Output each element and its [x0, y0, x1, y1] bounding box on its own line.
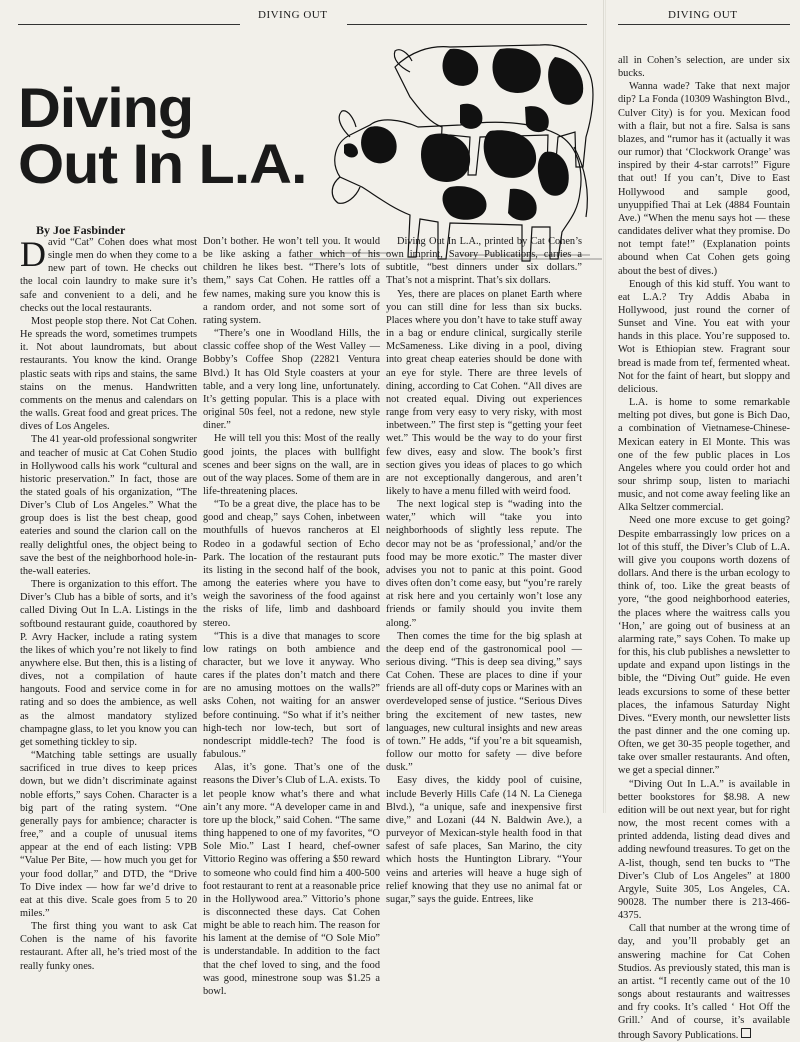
paragraph: L.A. is home to some remarkable melting pot dives, but gone is Bich Dao, a combination of Vietnamese-Chinese-Mexican eatery in El Monte. This was one of the few public places in Los Angeles where you could order hot and sour shrimp soup, listen to mariachi music, and not come away feeling like an Alka Seltzer commercial.: [618, 397, 790, 514]
paragraph: Most people stop there. Not Cat Cohen. He spreads the word, sometimes trumpets it. Not about laundromats, but about restaurants. You know the kind. Orange plastic seats with rips and stains, the same stains on the menus. Handwritten comments on the menus and calendars on the walls. Great food and great prices. The dives of Los Angeles.: [20, 315, 197, 433]
right-running-head: DIVING OUT: [668, 9, 738, 21]
paragraph: Then comes the time for the big splash at the deep end of the gastronomical pool — serious diving. “This is deep sea diving,” says Cat Cohen. These are places to dine if your friends are all off-duty cops or Marines with an overdeveloped sense of justice. “Serious Dives bring the excitement of new tastes, new languages, new cultural insights and new areas of town.” He adds, “if you’re a bit squeamish, follow our motto for safety — dive before dusk.”: [386, 630, 582, 774]
drop-cap: D: [20, 234, 46, 274]
left-running-head: DIVING OUT: [258, 9, 328, 21]
paragraph: Call that number at the wrong time of day, and you’ll probably get an answering machine for Cat Cohen Studios. As previously stated, this man is an artist. “I recently came out of the 10 songs about restaurants and waitresses and fry cooks. It’s called ‘ Hot Off the Grill.’ And of course, it’s available through Savory Publications.: [618, 923, 790, 1041]
paragraph: The next logical step is “wading into the water,” which will “take you into neighborhoods of slightly less repute. The decor may not be as ‘professional,’ and/or the food may be more exotic.” The master diver advises you not to panic at this point. Good dives often don’t come easy, but “you’re rarely at risk here and you certainly won’t lose any friends or family should you invite them along.”: [386, 499, 582, 629]
header-rule-left: [18, 24, 240, 25]
paragraph: “To be a great dive, the place has to be good and cheap,” says Cohen, inbetween mouthfulls of huevos rancheros at El Rodeo in a godawful section of Echo Park. The location of the restaurant puts its listing in the second half of the book, among the eateries where you have to weigh the savoriness of the food against the risks of life, limb and dashboard stereo.: [203, 499, 380, 629]
page-fold: [603, 0, 606, 813]
paragraph: all in Cohen’s selection, are under six bucks.: [618, 55, 790, 80]
header-rule-right: [618, 24, 790, 25]
article-column-1: [20, 236, 197, 973]
header-rule-mid: [347, 24, 587, 25]
article-title: [18, 76, 325, 195]
paragraph: Don’t bother. He won’t tell you. It would be like asking a father which of his children he likes best. “There’s lots of them,” says Cat Cohen. He rattles off a few names, making sure you know this is a random order, and not some sort of rating system.: [203, 236, 380, 326]
paragraph: “There’s one in Woodland Hills, the classic coffee shop of the West Valley — Bobby’s Coffee Shop (22821 Ventura Blvd.) It has Old Style coasters at your table, and a very long line, unfortunately. It’s getting popular. This is a place with original 50s feel, not a redone, new style diner.”: [203, 328, 380, 432]
paragraph: David “Cat” Cohen does what most single men do when they come to a new part of town. He checks out the local coin laundry to make sure it’s safe and convenient to a deli, and he checks out the local restaurants.: [20, 234, 197, 314]
paragraph: Wanna wade? Take that next major dip? La Fonda (10309 Washington Blvd., Culver City) is for you. Mexican food with a flair, but not a fire. Salsa is sans blazes, and “rumor has it (actually it was our rumor) that ‘Clockwork Orange’ was inspired by their 4-star carrots!” Figure that out! If you can’t, Dive to East Hollywood and sample good, unyuppified Thai at Lek (4884 Fountain Ave.) “When the menu says hot — these candidates deliver what they promise. Do not tempt fate!” (Explanation points abound when Cat Cohen gets going about the best of dives.): [618, 81, 790, 277]
paragraph: Easy dives, the kiddy pool of cuisine, include Beverly Hills Cafe (14 N. La Cienega Blvd.), “a unique, safe and inexpensive first dive,” and Lozani (44 N. Baldwin Ave.), a purveyor of Mexican-style health food in that safest of safe places, San Marino, the city which hosts the Huntington Library. “Your veins and arteries will heave a huge sigh of relief knowing that they use no animal fat or sugar,” says the guide. Entrees, like: [386, 775, 582, 905]
paragraph: “Diving Out In L.A.” is available in better bookstores for $8.98. A new edition will be out next year, but for right now, the most recent comes with a printed addenda, listing dead dives and adding newfound treasures. To get on the A-list, though, send ten bucks to “The Diver’s Club of Los Angeles” at 1800 Argyle, Suite 305, Los Angeles, CA. 90028. The number there is 213-466-4375.: [618, 778, 790, 922]
title-line-1: Diving: [18, 76, 194, 139]
paragraph: Diving Out In L.A., printed by Cat Cohen’s own imprint, Savory Publications, carries a subtitle, “best dinners under six dollars.” That’s not a misprint. That’s six dollars.: [386, 236, 582, 287]
cow-illustration: [300, 27, 602, 263]
paragraph: There is organization to this effort. The Diver’s Club has a bible of sorts, and it’s called Diving Out In L.A. Listings in the softbound restaurant guide, coauthored by P. Avry Hacker, include a rating system the likes of which you’re not likely to find anywhere else. But then, this is a listing of dives, not a compilation of haute hangouts. Food and service come in for rating and so does the ambience, as well as the almost mandatory stylized champagne glass, to let you know you can get something tickley to sip.: [20, 579, 197, 748]
paragraph: “Matching table settings are usually sacrificed in true dives to keep prices down, but we didn’t discriminate against noble efforts,” says Cohen. Character is a big part of the rating system. “One generally pays for ambience; character is free,” and a couple of unusual items appear at the end of each listing: VPB “Value Per Bite, — how much you get for your food dollar,” and DTD, the “Drive To Dive index — how far we’d drive to eat at this dive. Scale goes from 5 to 20 miles.”: [20, 750, 197, 919]
paragraph: He will tell you this: Most of the really good joints, the places with bullfight scenes and beer signs on the wall, are in out of the way places. Some of them are in life-threatening places.: [203, 433, 380, 497]
paragraph: “This is a dive that manages to score low ratings on both ambience and character, but we love it anyway. Who cares if the plates don’t match and there are no amusing mottoes on the walls?” asks Cohen, not waiting for an answer before continuing. “So what if it’s neither high-tech nor low-tech, but sort of nondescript middle-tech? The food is fabulous.”: [203, 630, 380, 761]
paragraph: Alas, it’s gone. That’s one of the reasons the Diver’s Club of L.A. exists. To let people know what’s there and what ain’t any more. “A developer came in and tore up the block,” said Cohen. “The same thing happened to one of my favorites, “O Sole Mio.” Last I heard, chef-owner Vittorio Regino was offering a $50 reward to someone who could find him a 400-500 foot restaurant to rent at a reasonable price in the Hollywood area.” Vittorio’s phone is disconnected these days. Cat Cohen might be able to reach him. The reason for his lament at the demise of “O Sole Mio” is understandable. In addition to the fact that the chef loved to sing, and the food was good, minestrone soup was $1.25 a bowl.: [203, 762, 381, 997]
article-column-3: [386, 235, 582, 906]
paragraph: Yes, there are places on planet Earth where you can still dine for less than six bucks. Places where you don’t have to take stuff away in a bag or endure clinical, surgically sterile McSameness. Like diving in a pool, diving into great cheap eateries should be done with an eye for style. There are three levels of dining, according to Cat Cohen. “All dives are not created equal. Diving out experiences range from very easy to very risky, with most inbetween.” The first step is “getting your feet wet.” This would be the way to do your first few dives, easy and slow. The book’s first section gives you ideas of places to go which are not exceptionally dangerous, and aren’t likely to have a menu filled with weird food.: [386, 288, 582, 497]
byline: By Joe Fasbinder: [36, 223, 126, 237]
title-line-2: Out In L.A.: [18, 132, 307, 195]
end-mark-icon: [741, 1028, 751, 1038]
article-column-2: [203, 235, 380, 998]
article-column-4: [618, 54, 790, 1042]
paragraph: The 41 year-old professional songwriter and teacher of music at Cat Cohen Studio in Hollywood calls his work “cultural and historic preservation.” In fact, those are the stated goals of his organization, “The Diver’s Club of Los Angeles.” What the group does is list the best cheap, good eateries and sound the clarion call on the really delightful ones, the object being to save the best of the neighborhood hole-in-the-wall eateries.: [20, 434, 197, 577]
paragraph: Enough of this kid stuff. You want to eat L.A.? Try Addis Ababa in Hollywood, just round the corner of Sunset and Vine. You eat with your hands in this place. You’re supposed to. Wot is Ethiopian stew. Fragrant sour bread is made from tef, fermented wheat. Not for the faint of heart, but sloppy and delicious.: [618, 278, 790, 395]
paragraph: The first thing you want to ask Cat Cohen is the name of his favorite restaurant. After all, he’s tried most of the really funky ones.: [20, 921, 197, 972]
paragraph: Need one more excuse to get going? Despite embarrassingly low prices on a lot of this stuff, the Diver’s Club of L.A. will give you coupons worth dozens of dollars. And there is the urban ecology to think of, too. Like the great beasts of yore, “the good neighborhood eateries, the places where the waitress calls you ‘Hon,’ are going out of business at an alarming rate,” says Cohen. To make up for this, his club publishes a newsletter to update and expand upon listings in the bible, the “Diving Out” guide. He even leads excursions to some of these better places, the infamous Saturday Night Dives. “Every month, our newsletter lists the past dinner and the one coming up. Often, we get 30-35 people together, and take over smaller restaurants. And often, we get a special dinner.”: [618, 515, 790, 777]
